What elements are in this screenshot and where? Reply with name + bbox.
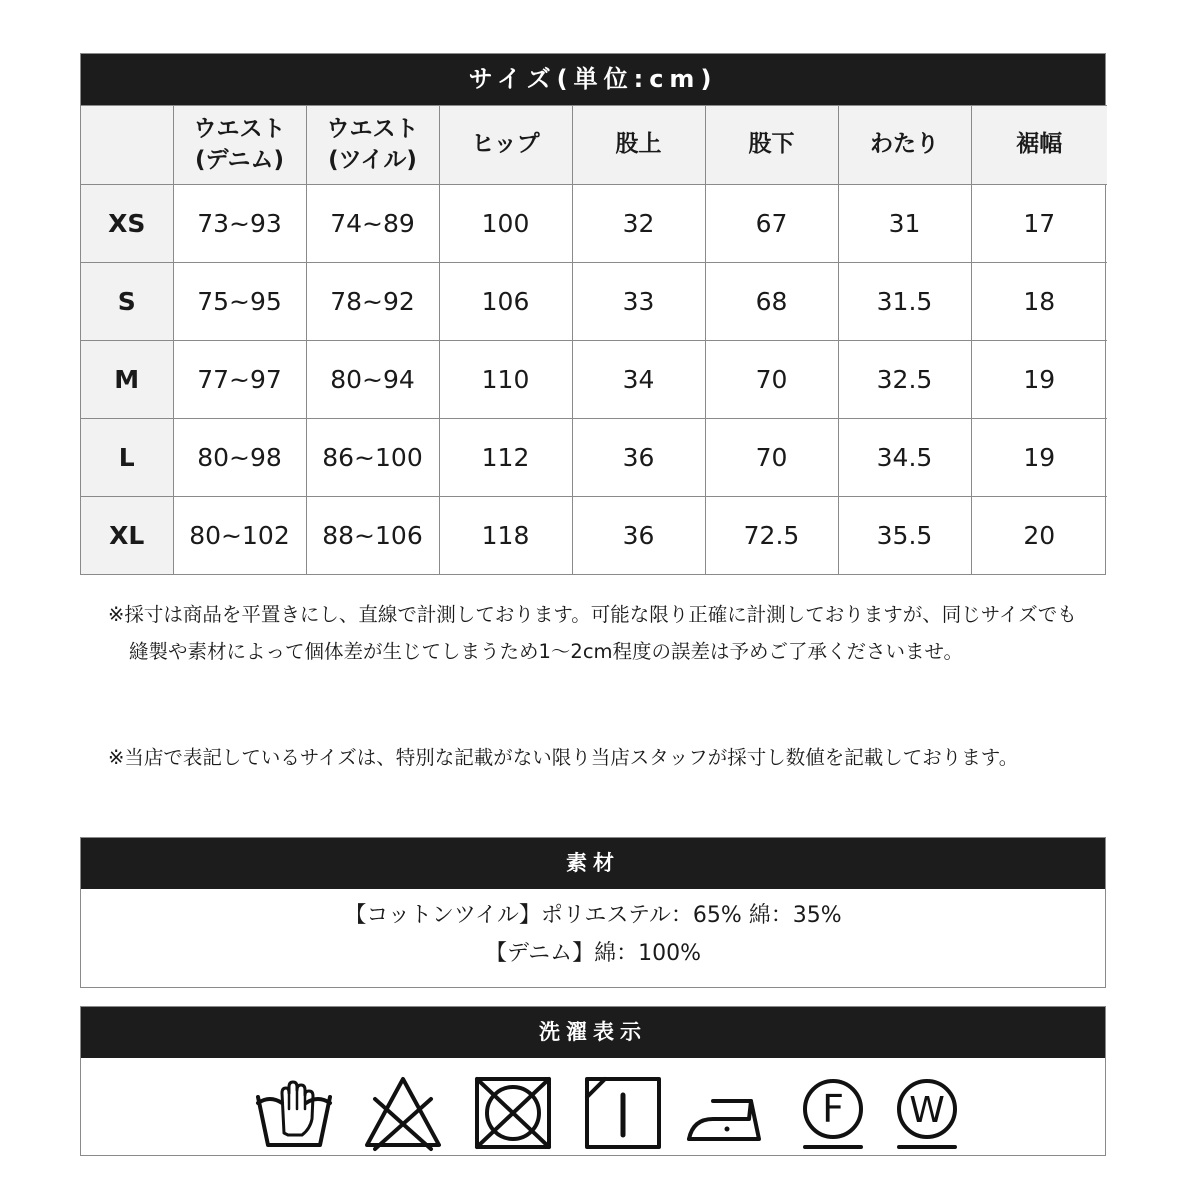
table-cell: 78~92 [306, 263, 439, 341]
table-cell: 80~102 [173, 497, 306, 575]
material-body [81, 889, 1105, 973]
sizing-note: ※当店で表記しているサイズは、特別な記載がない限り当店スタッフが採寸し数値を記載しております。 [108, 746, 1019, 769]
table-cell: 80~98 [173, 419, 306, 497]
table-cell: 31 [838, 185, 971, 263]
size-table [81, 105, 1107, 574]
dry-clean-f-icon [793, 1073, 873, 1153]
table-cell: 34 [572, 341, 705, 419]
table-cell: 32.5 [838, 341, 971, 419]
care-title: 洗濯表示 [81, 1007, 1105, 1058]
wet-clean-w-icon [887, 1073, 967, 1153]
wet-clean-letter: W [909, 1090, 945, 1131]
table-cell: 118 [439, 497, 572, 575]
size-label: XS [81, 185, 173, 263]
table-cell: 74~89 [306, 185, 439, 263]
no-tumble-dry-icon [473, 1073, 553, 1153]
column-header-waist-denim: ウエスト (デニム) [173, 106, 306, 185]
table-cell: 112 [439, 419, 572, 497]
hand-wash-icon [254, 1073, 334, 1153]
table-row [81, 185, 1107, 263]
material-title: 素材 [81, 838, 1105, 889]
size-label: XL [81, 497, 173, 575]
column-header-waist-twill: ウエスト (ツイル) [306, 106, 439, 185]
size-label: L [81, 419, 173, 497]
column-header-hip: ヒップ [439, 106, 572, 185]
table-cell: 100 [439, 185, 572, 263]
care-label-section [80, 1006, 1106, 1156]
table-row [81, 341, 1107, 419]
table-cell: 33 [572, 263, 705, 341]
table-row [81, 497, 1107, 575]
table-cell: 68 [705, 263, 838, 341]
measurement-note: ※採寸は商品を平置きにし、直線で計測しております。可能な限り正確に計測しておりますが、同じサイズでも縫製や素材によって個体差が生じてしまうため1～2cm程度の誤差は予めご了承くださいませ。 [108, 603, 1077, 663]
table-cell: 20 [971, 497, 1107, 575]
iron-low-icon [685, 1073, 765, 1153]
table-cell: 106 [439, 263, 572, 341]
column-header-thigh: わたり [838, 106, 971, 185]
table-cell: 73~93 [173, 185, 306, 263]
table-cell: 19 [971, 419, 1107, 497]
size-label: M [81, 341, 173, 419]
table-cell: 31.5 [838, 263, 971, 341]
table-cell: 18 [971, 263, 1107, 341]
table-cell: 32 [572, 185, 705, 263]
table-cell: 75~95 [173, 263, 306, 341]
dry-clean-letter: F [822, 1087, 844, 1131]
size-label: S [81, 263, 173, 341]
line-dry-shade-icon [583, 1073, 663, 1153]
table-cell: 77~97 [173, 341, 306, 419]
column-header-rise: 股上 [572, 106, 705, 185]
no-bleach-icon [363, 1073, 443, 1153]
table-cell: 36 [572, 497, 705, 575]
material-line-denim: 【デニム】綿：100% [484, 941, 702, 966]
material-line-twill: 【コットンツイル】ポリエステル：65% 綿：35% [344, 903, 842, 928]
table-cell: 34.5 [838, 419, 971, 497]
material-section [80, 837, 1106, 988]
care-icons-row [81, 1058, 1105, 1155]
table-row [81, 419, 1107, 497]
size-table-header-row [81, 106, 1107, 185]
table-cell: 35.5 [838, 497, 971, 575]
table-cell: 19 [971, 341, 1107, 419]
table-cell: 110 [439, 341, 572, 419]
table-cell: 36 [572, 419, 705, 497]
table-cell: 17 [971, 185, 1107, 263]
table-cell: 88~106 [306, 497, 439, 575]
table-cell: 72.5 [705, 497, 838, 575]
column-header-hem-width: 裾幅 [971, 106, 1107, 185]
size-table-title: サイズ(単位:cm) [81, 54, 1105, 105]
table-cell: 70 [705, 341, 838, 419]
size-table-section [80, 53, 1106, 575]
column-header-inseam: 股下 [705, 106, 838, 185]
table-cell: 70 [705, 419, 838, 497]
table-row [81, 263, 1107, 341]
table-cell: 86~100 [306, 419, 439, 497]
table-cell: 67 [705, 185, 838, 263]
table-cell: 80~94 [306, 341, 439, 419]
size-table-corner-cell [81, 106, 173, 185]
